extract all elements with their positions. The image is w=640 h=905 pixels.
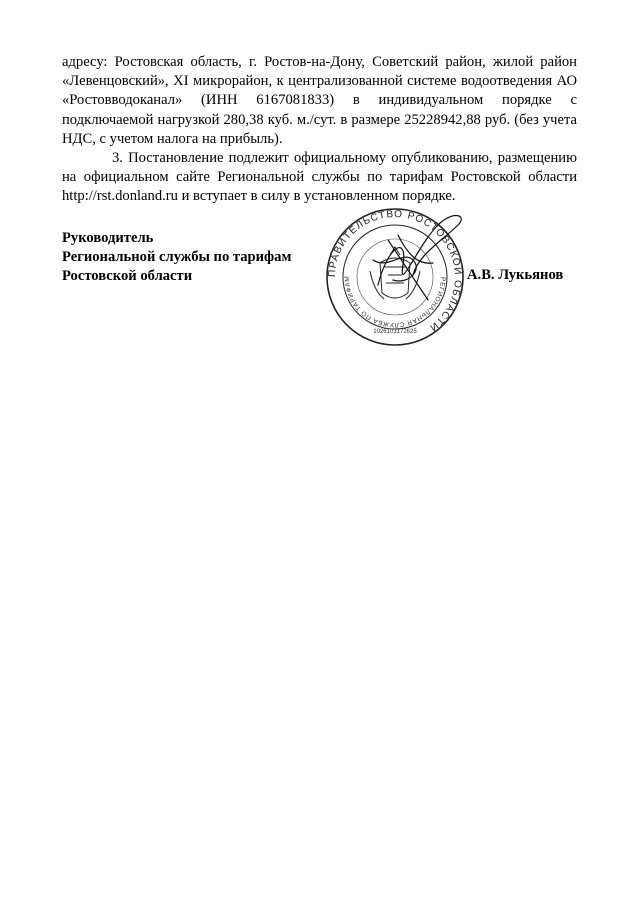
document-body [62,53,577,207]
seal-outer-text: ПРАВИТЕЛЬСТВО РОСТОВСКОЙ ОБЛАСТИ [326,208,464,334]
seal-inner-ring [343,225,447,329]
signatory-position [62,229,291,286]
seal-number: 1026103172625 [373,329,417,335]
position-line-2: Региональной службы по тарифам [62,249,292,265]
official-seal-with-signature [318,205,473,350]
coat-of-arms-emblem [370,247,420,299]
position-line-1: Руководитель [62,230,154,246]
handwritten-signature [373,216,461,300]
seal-inner-text: РЕГИОНАЛЬНАЯ СЛУЖБА ПО ТАРИФАМ [343,275,447,329]
paragraph-address: адресу: Ростовская область, г. Ростов-на-Дону, Советский район, жилой район «Левенцовский», XI микрорайон, к централизованной системе водоотведения АО «Ростовводоканал» (ИНН 6167081833) в индивидуальном порядке с подключаемой нагрузкой 280,38 куб. м./сут. в размере 25228942,88 руб. (без учета НДС, с учетом налога на прибыль). [62,54,577,147]
position-line-3: Ростовской области [62,268,193,284]
signatory-name: А.В. Лукьянов [467,267,564,283]
paragraph-publication: 3. Постановление подлежит официальному опубликованию, размещению на официальном сайте Региональной службы по тарифам Ростовской области http://rst.donland.ru и вступает в силу в установленном порядке. [62,150,577,205]
